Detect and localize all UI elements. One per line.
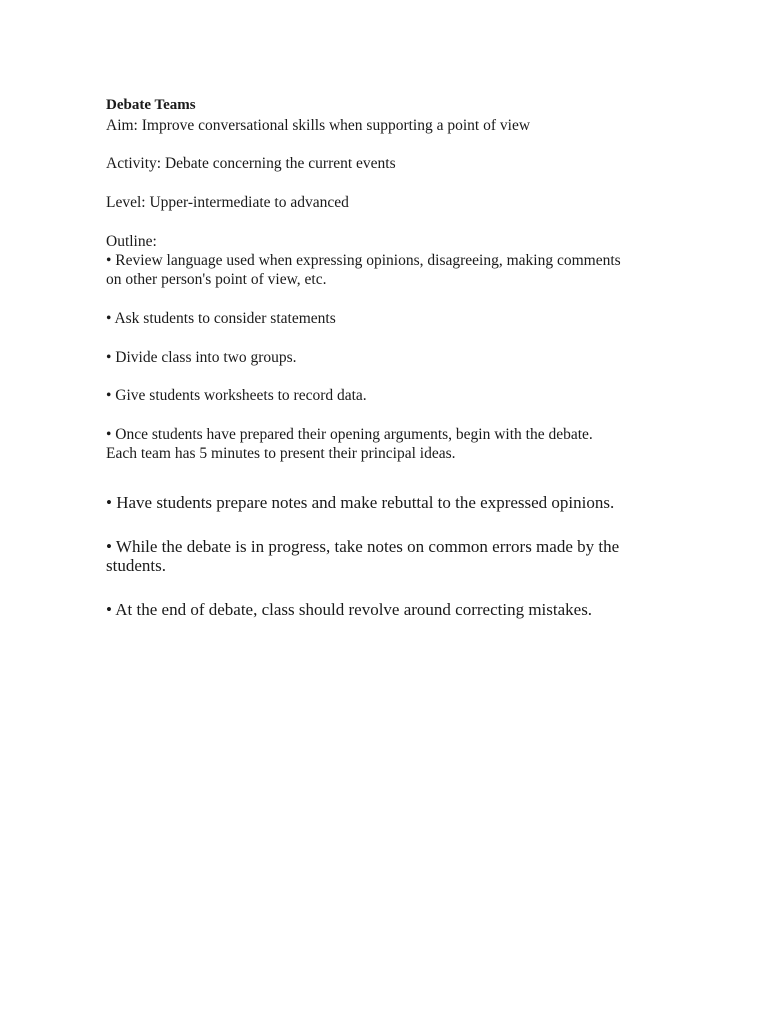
outline-item-3: • Divide class into two groups.	[106, 349, 297, 366]
outline-item-6: • Have students prepare notes and make rebuttal to the expressed opinions.	[106, 493, 615, 512]
outline-heading: Outline:	[106, 233, 157, 250]
outline-item-8: • At the end of debate, class should revolve around correcting mistakes.	[106, 600, 593, 619]
outline-item-5-line-1: • Once students have prepared their opening arguments, begin with the debate.	[106, 426, 593, 443]
outline-item-4: • Give students worksheets to record data.	[106, 387, 367, 404]
outline-item-7-line-2: students.	[106, 556, 166, 575]
outline-item-2: • Ask students to consider statements	[106, 310, 336, 327]
outline-item-5-line-2: Each team has 5 minutes to present their principal ideas.	[106, 445, 456, 462]
activity-text: Activity: Debate concerning the current events	[106, 155, 396, 172]
document-title: Debate Teams	[106, 97, 196, 113]
outline-item-7-line-1: • While the debate is in progress, take notes on common errors made by the	[106, 537, 620, 556]
level-text: Level: Upper-intermediate to advanced	[106, 194, 349, 211]
aim-text: Aim: Improve conversational skills when supporting a point of view	[106, 117, 531, 134]
outline-item-1-line-1: • Review language used when expressing opinions, disagreeing, making comments	[106, 252, 621, 269]
outline-item-1-line-2: on other person's point of view, etc.	[106, 271, 327, 288]
